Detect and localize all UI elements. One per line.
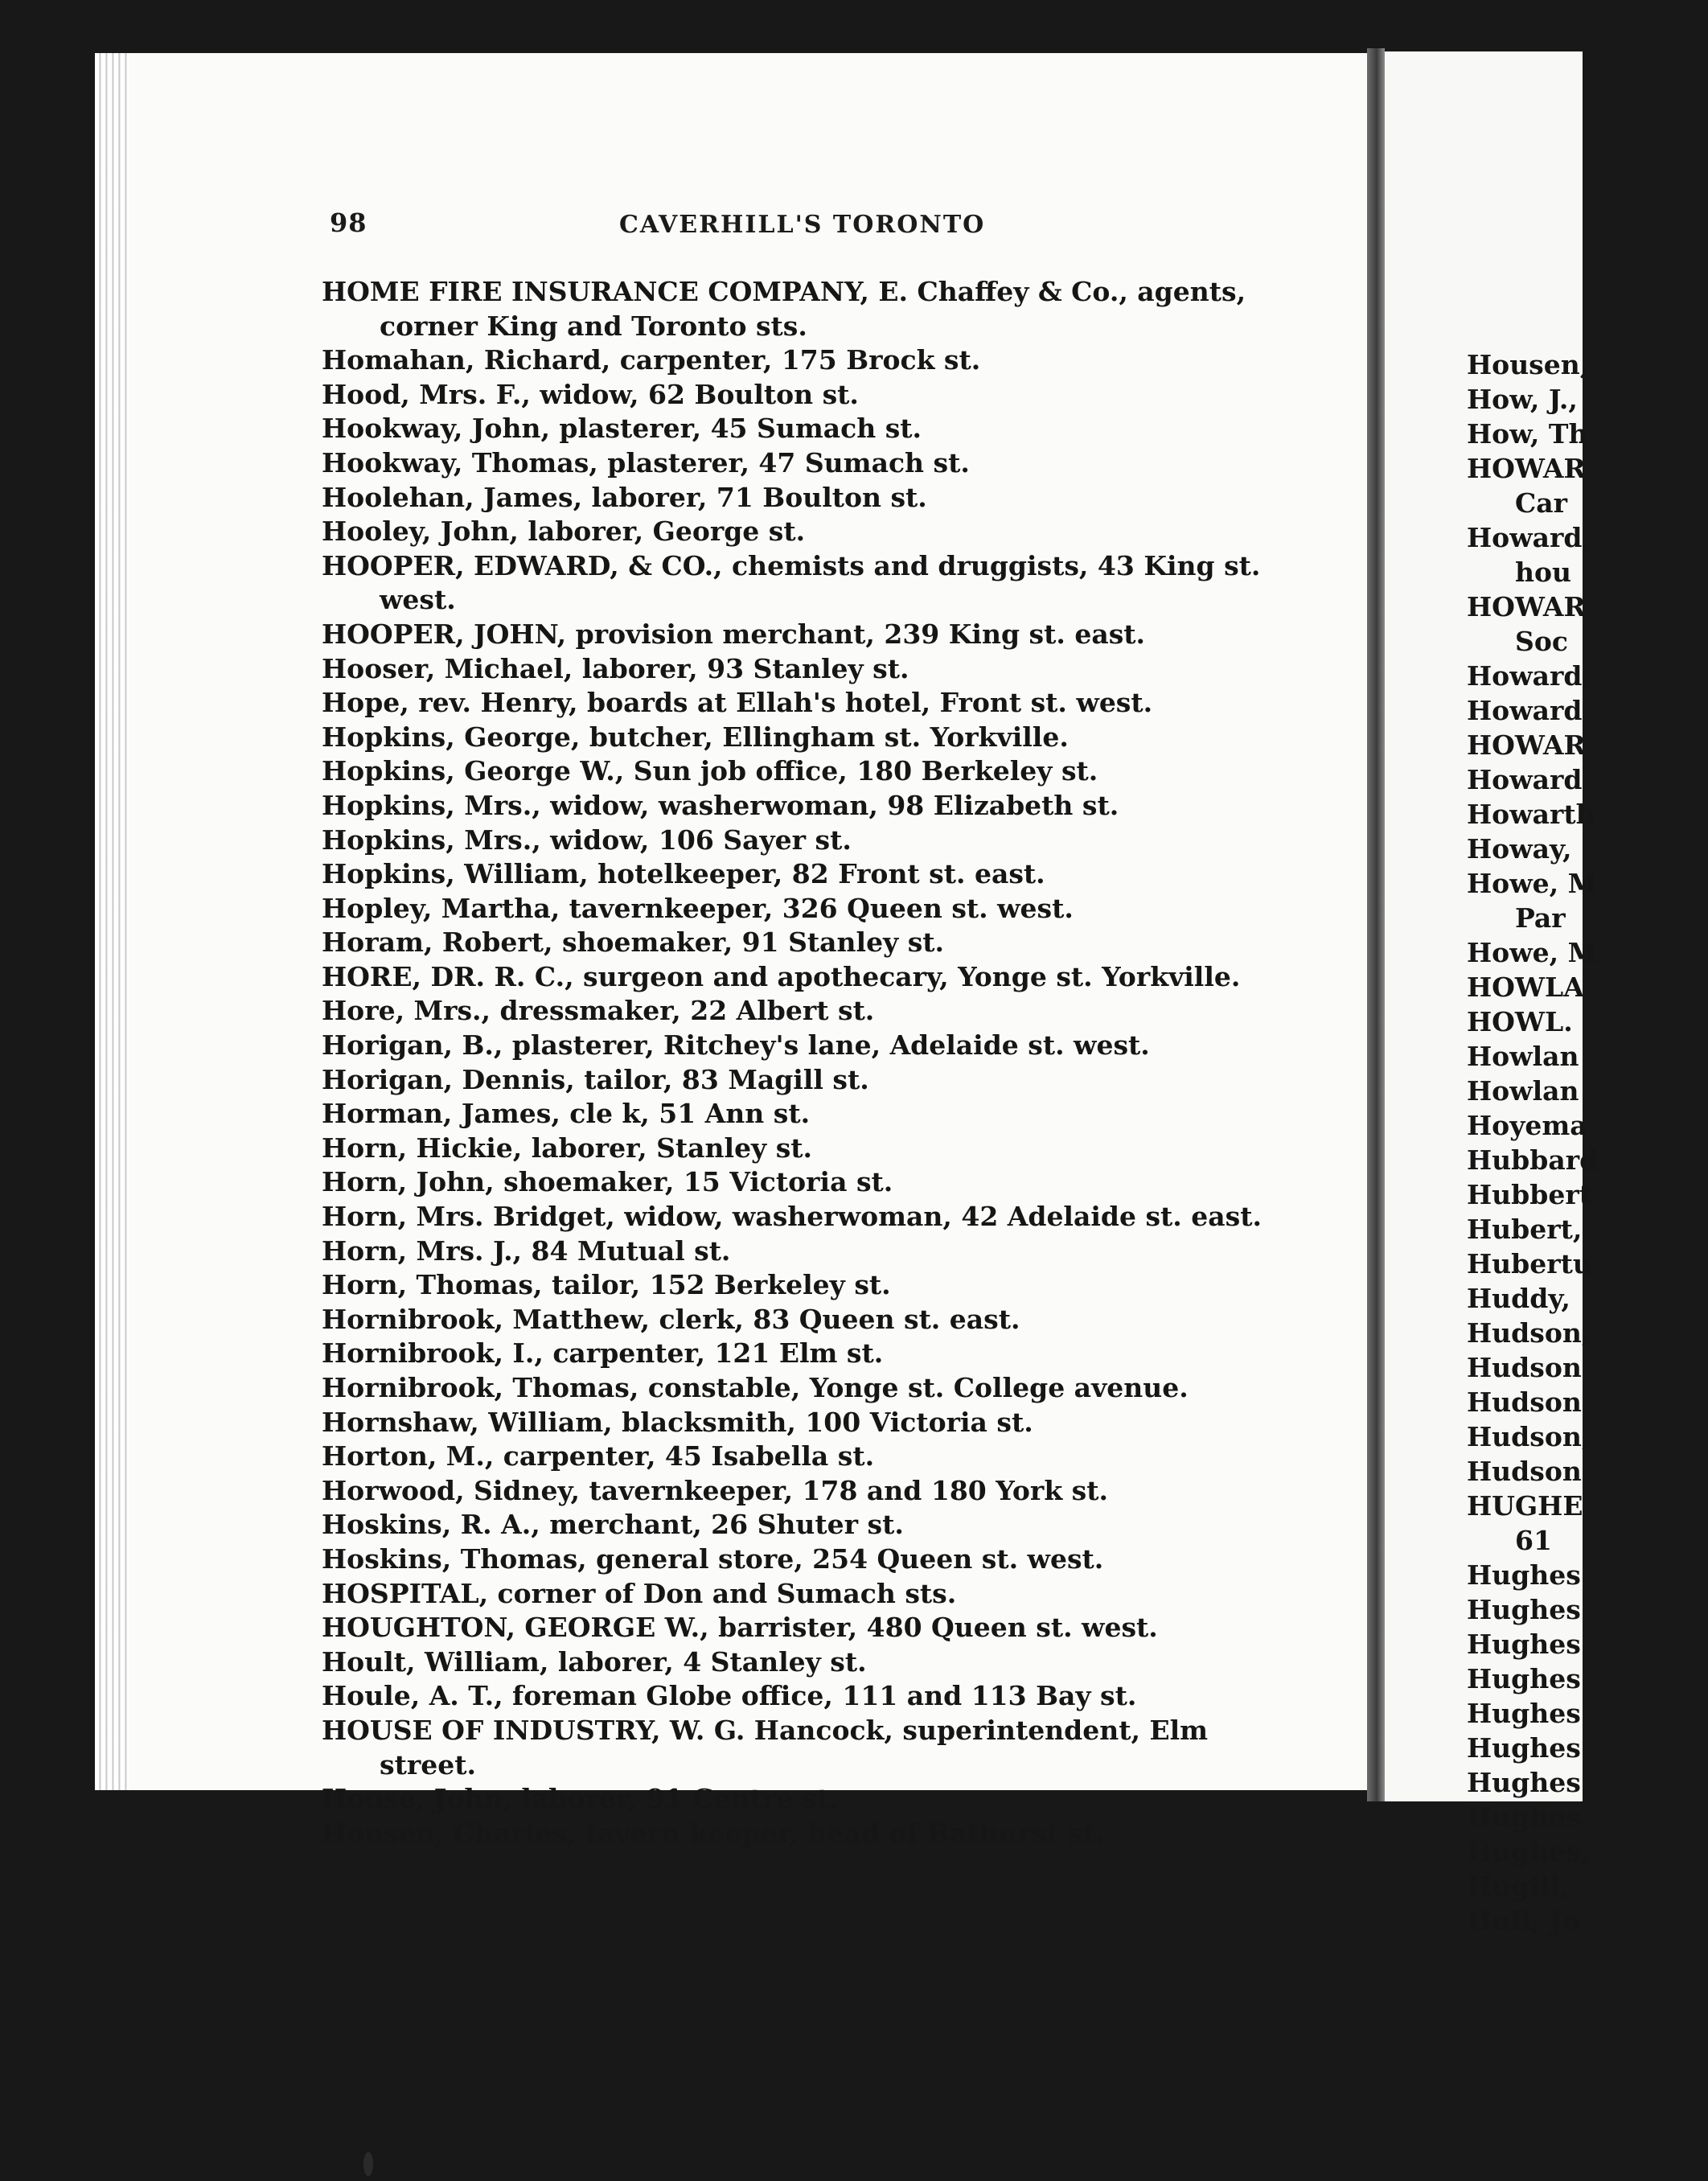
directory-entry: Hopkins, George, butcher, Ellingham st. Yorkville.	[322, 721, 1069, 753]
directory-entries	[322, 275, 1279, 1850]
directory-entry: Hoskins, Thomas, general store, 254 Queen st. west.	[322, 1542, 1104, 1575]
directory-entry: Horn, Hickie, laborer, Stanley st.	[322, 1132, 813, 1164]
directory-entry: Hopkins, William, hotelkeeper, 82 Front st. east.	[322, 858, 1045, 890]
directory-entry: Hood, Mrs. F., widow, 62 Boulton st.	[322, 378, 859, 410]
directory-entry: Housen, Charles, tavern keeper, head of Bathurst st.	[322, 1817, 1105, 1849]
facing-page-line: Hoyema	[1467, 1110, 1587, 1141]
directory-entry: Hooley, John, laborer, George st.	[322, 515, 806, 548]
facing-page-entries	[1467, 347, 1708, 1938]
facing-page-line: Hudson	[1467, 1386, 1582, 1418]
facing-page-line: Hughes	[1467, 1801, 1581, 1833]
directory-entry: Hopley, Martha, tavernkeeper, 326 Queen st. west.	[322, 892, 1074, 924]
facing-page-line: Hubertu	[1467, 1248, 1592, 1279]
facing-page-line: How, J.,	[1467, 384, 1578, 415]
facing-page-line: Howard	[1467, 695, 1583, 726]
directory-entry: Hornibrook, I., carpenter, 121 Elm st.	[322, 1337, 884, 1370]
directory-entry: HOOPER, EDWARD, & CO., chemists and druggists, 43 King st. west.	[322, 549, 1261, 616]
facing-page-line: Howarth	[1467, 799, 1595, 830]
facing-page-line: Soc	[1515, 626, 1568, 657]
facing-page-line: Howard,	[1467, 660, 1591, 692]
facing-page-line: Hubbard	[1467, 1144, 1599, 1176]
directory-entry: Hoolehan, James, laborer, 71 Boulton st.	[322, 481, 927, 513]
facing-page-line: Hubert,	[1467, 1214, 1583, 1245]
facing-page-line: Hughes	[1467, 1629, 1581, 1660]
facing-page-line: Howe, M	[1467, 868, 1598, 899]
directory-entry: Horn, Mrs. Bridget, widow, washerwoman, 42 Adelaide st. east.	[322, 1201, 1262, 1233]
facing-page-line: Hughes	[1467, 1698, 1581, 1729]
facing-page-line: Hudson,	[1467, 1421, 1591, 1452]
facing-page-line: Hughes	[1467, 1559, 1581, 1591]
directory-entry: HOOPER, JOHN, provision merchant, 239 King st. east.	[322, 618, 1146, 650]
facing-page-line: Howlan	[1467, 1075, 1579, 1107]
directory-entry: Hookway, John, plasterer, 45 Sumach st.	[322, 413, 922, 445]
directory-entry: Homahan, Richard, carpenter, 175 Brock st.	[322, 344, 981, 376]
directory-entry: Hope, rev. Henry, boards at Ellah's hotel, Front st. west.	[322, 687, 1153, 719]
ink-smudge	[363, 2152, 373, 2176]
directory-entry: Horigan, B., plasterer, Ritchey's lane, Adelaide st. west.	[322, 1029, 1150, 1062]
facing-page-line: Huddy,	[1467, 1283, 1570, 1314]
facing-page-line: hou	[1515, 557, 1571, 588]
directory-entry: HORE, DR. R. C., surgeon and apothecary, Yonge st. Yorkville.	[322, 960, 1241, 992]
directory-entry: Horam, Robert, shoemaker, 91 Stanley st.	[322, 926, 945, 959]
facing-page-line: Hughes	[1467, 1732, 1581, 1764]
facing-page-line: Hudson	[1467, 1456, 1582, 1487]
facing-page-line: HOWAR	[1467, 591, 1586, 622]
page-number: 98	[330, 207, 367, 238]
directory-entry: Horton, M., carpenter, 45 Isabella st.	[322, 1440, 875, 1472]
directory-entry: HOUGHTON, GEORGE W., barrister, 480 Queen st. west.	[322, 1612, 1158, 1644]
directory-entry: HOSPITAL, corner of Don and Sumach sts.	[322, 1577, 957, 1609]
facing-page-line: Howe, M	[1467, 937, 1598, 968]
directory-entry: Hornibrook, Matthew, clerk, 83 Queen st. east.	[322, 1303, 1020, 1335]
directory-entry: Horn, Mrs. J., 84 Mutual st.	[322, 1234, 731, 1267]
directory-entry: Horman, James, cle k, 51 Ann st.	[322, 1098, 811, 1130]
directory-entry: Hookway, Thomas, plasterer, 47 Sumach st.	[322, 446, 970, 479]
facing-page-line: HOWL.	[1467, 1006, 1573, 1037]
directory-entry: Hopkins, Mrs., widow, washerwoman, 98 Elizabeth st.	[322, 789, 1119, 821]
directory-entry: Hooser, Michael, laborer, 93 Stanley st.	[322, 652, 909, 684]
directory-entry: Hore, Mrs., dressmaker, 22 Albert st.	[322, 995, 875, 1027]
directory-entry: Hoskins, R. A., merchant, 26 Shuter st.	[322, 1509, 904, 1541]
directory-entry: Horwood, Sidney, tavernkeeper, 178 and 180 York st.	[322, 1474, 1108, 1506]
facing-page-line: Howard	[1467, 764, 1583, 795]
facing-page-line: Par	[1515, 902, 1566, 934]
facing-page-line: HOWAR	[1467, 729, 1586, 761]
facing-page-line: Howard,	[1467, 522, 1591, 553]
facing-page-line: Housen,	[1467, 349, 1590, 380]
directory-entry: Horigan, Dennis, tailor, 83 Magill st.	[322, 1063, 869, 1095]
directory-entry: HOME FIRE INSURANCE COMPANY, E. Chaffey & Co., agents, corner King and Toronto sts.	[322, 276, 1246, 342]
directory-entry: Houle, A. T., foreman Globe office, 111 and 113 Bay st.	[322, 1680, 1137, 1712]
directory-entry: Hopkins, George W., Sun job office, 180 Berkeley st.	[322, 755, 1098, 787]
page-header	[330, 207, 997, 243]
facing-page-line: Hughes	[1467, 1594, 1581, 1625]
directory-entry: Horn, John, shoemaker, 15 Victoria st.	[322, 1166, 893, 1198]
directory-entry: House, John, laborer, 91 Centre st.	[322, 1783, 839, 1815]
directory-entry: HOUSE OF INDUSTRY, W. G. Hancock, superintendent, Elm street.	[322, 1714, 1209, 1781]
directory-entry: Hornshaw, William, blacksmith, 100 Victoria st.	[322, 1406, 1033, 1438]
facing-page-line: Hubbert	[1467, 1179, 1591, 1210]
facing-page-line: Hughes,	[1467, 1836, 1591, 1867]
facing-page-line: HUGHE	[1467, 1490, 1583, 1522]
facing-page-line: Hudson,	[1467, 1317, 1591, 1349]
facing-page-line: Hudson	[1467, 1352, 1582, 1383]
facing-page-line: HOWLA	[1467, 971, 1584, 1003]
book-gutter	[1367, 48, 1385, 1801]
facing-page-line: Hull, Jo	[1467, 1905, 1580, 1937]
running-title: CAVERHILL'S TORONTO	[619, 211, 986, 239]
facing-page-line: Howay,	[1467, 833, 1572, 865]
facing-page-line: Hugill,	[1467, 1871, 1570, 1902]
directory-entry: Hornibrook, Thomas, constable, Yonge st. College avenue.	[322, 1372, 1189, 1403]
facing-page-line: Car	[1515, 487, 1568, 519]
directory-entry: Horn, Thomas, tailor, 152 Berkeley st.	[322, 1269, 891, 1301]
facing-page-line: How, Th	[1467, 418, 1588, 450]
facing-page-line: 61	[1515, 1525, 1552, 1556]
facing-page-line: Hughes	[1467, 1663, 1581, 1694]
facing-page	[1385, 51, 1599, 1937]
directory-entry: Hopkins, Mrs., widow, 106 Sayer st.	[322, 824, 852, 856]
facing-page-line: HOWAR	[1467, 453, 1586, 484]
facing-page-line: Howlan	[1467, 1041, 1579, 1072]
facing-page-line: Hughes	[1467, 1767, 1581, 1798]
directory-entry: Hoult, William, laborer, 4 Stanley st.	[322, 1645, 867, 1678]
